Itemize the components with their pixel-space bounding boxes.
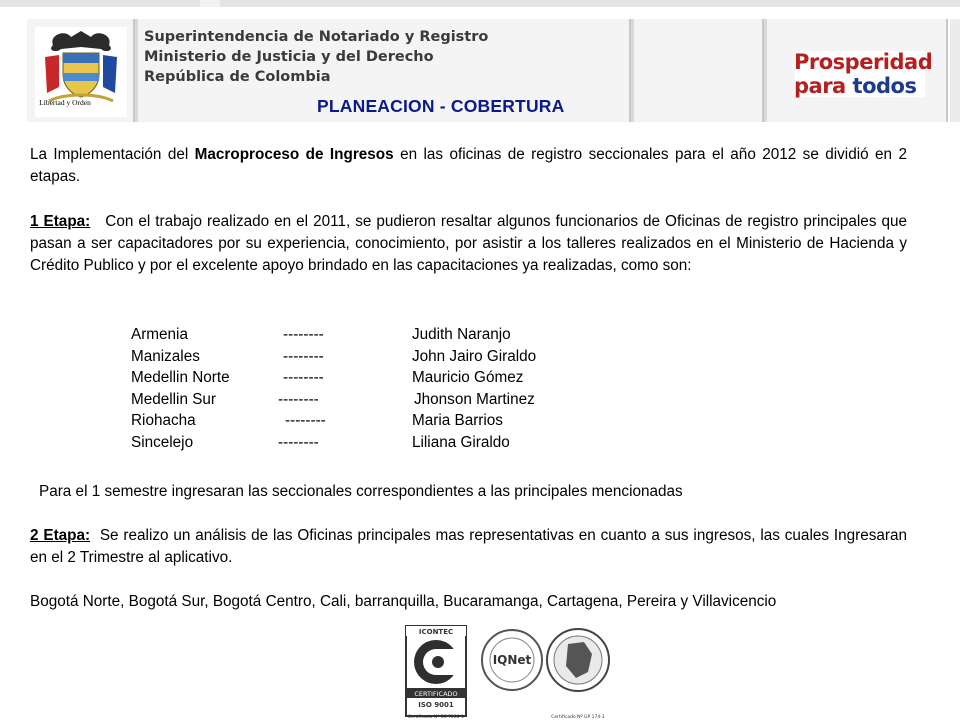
trainer-city: Manizales — [131, 347, 200, 365]
prosperidad-logo-line2 — [794, 74, 916, 98]
logo-cell — [767, 19, 948, 122]
cert-number-1: Certificado Nº SC 7280-1 — [407, 715, 465, 720]
trainer-name: Jhonson Martinez — [414, 390, 535, 408]
trainer-separator: -------- — [283, 326, 324, 343]
trainer-name: John Jairo Giraldo — [412, 347, 537, 365]
trainer-name: Judith Naranjo — [412, 326, 511, 343]
certification-seals-icon — [398, 624, 614, 720]
cities-paragraph: Bogotá Norte, Bogotá Sur, Bogotá Centro, Cali, barranquilla, Bucaramanga, Cartagena, Pereira y Villavicencio — [30, 593, 777, 610]
intro-text-1: La Implementación del — [30, 146, 195, 163]
cert-label: CERTIFICADO — [414, 690, 458, 698]
org-line-2: Ministerio de Justicia y del Derecho — [144, 49, 434, 65]
crest-cell — [27, 19, 135, 122]
page-title: PLANEACION - COBERTURA — [317, 96, 565, 116]
logo-word-para: para — [794, 74, 853, 98]
stage-1-paragraph — [30, 211, 907, 277]
intro-bold-term: Macroproceso de Ingresos — [194, 146, 394, 163]
trainer-city: Armenia — [131, 326, 188, 343]
org-names — [144, 27, 488, 87]
trainer-separator: -------- — [278, 390, 319, 408]
trainer-separator: -------- — [285, 412, 326, 429]
trainer-separator: -------- — [283, 347, 324, 365]
trainer-name: Maria Barrios — [412, 412, 503, 429]
trainer-separator: -------- — [278, 433, 319, 451]
semester-note: Para el 1 semestre ingresaran las seccionales correspondientes a las principales mencionadas — [39, 483, 683, 500]
intro-text-2: en las oficinas de registro seccionales para el año 2012 se dividió en 2 etapas. — [30, 146, 907, 185]
crest-motto: Libertad y Orden — [39, 98, 91, 107]
trainer-city: Sincelejo — [131, 433, 194, 451]
right-edge-sliver — [950, 19, 960, 122]
stage-1-label: 1 Etapa: — [30, 213, 91, 230]
trainer-city: Medellin Norte — [131, 369, 230, 386]
iso-label: ISO 9001 — [418, 701, 454, 709]
stage-1-text: Con el trabajo realizado en el 2011, se pudieron resaltar algunos funcionarios de Oficinas de registro principales que pasan a ser capacitadores por su experiencia, conocimiento, por asistir a los talleres realizados en el Ministerio de Hacienda y Crédito Publico y por el excelente apoyo brindado en las capacitaciones ya realizadas, como son: — [30, 213, 907, 274]
trainer-separator: -------- — [283, 369, 324, 386]
trainer-name: Mauricio Gómez — [412, 369, 524, 386]
logo-word-todos: todos — [852, 74, 917, 98]
top-strip — [0, 0, 960, 7]
icontec-label: ICONTEC — [418, 628, 454, 636]
top-tab — [200, 0, 220, 7]
blank-cell — [634, 19, 764, 122]
cert-number-2: Certificado Nº GP 174-1 — [551, 715, 605, 720]
org-line-1: Superintendencia de Notariado y Registro — [144, 29, 489, 45]
trainer-city: Medellin Sur — [131, 390, 217, 408]
stage-2-label: 2 Etapa: — [30, 527, 91, 544]
iqnet-label: IQNet — [492, 653, 532, 667]
certification-logos — [398, 624, 614, 720]
org-line-3: República de Colombia — [144, 69, 331, 85]
intro-paragraph — [30, 144, 907, 188]
prosperidad-logo-line1: Prosperidad — [794, 50, 933, 74]
trainer-city: Riohacha — [131, 412, 196, 429]
stage-2-text: Se realizo un análisis de las Oficinas principales mas representativas en cuanto a sus ingresos, las cuales Ingresaran en el 2 Trimestre al aplicativo. — [30, 527, 907, 566]
stage-2-paragraph — [30, 525, 907, 569]
trainer-name: Liliana Giraldo — [412, 433, 510, 451]
